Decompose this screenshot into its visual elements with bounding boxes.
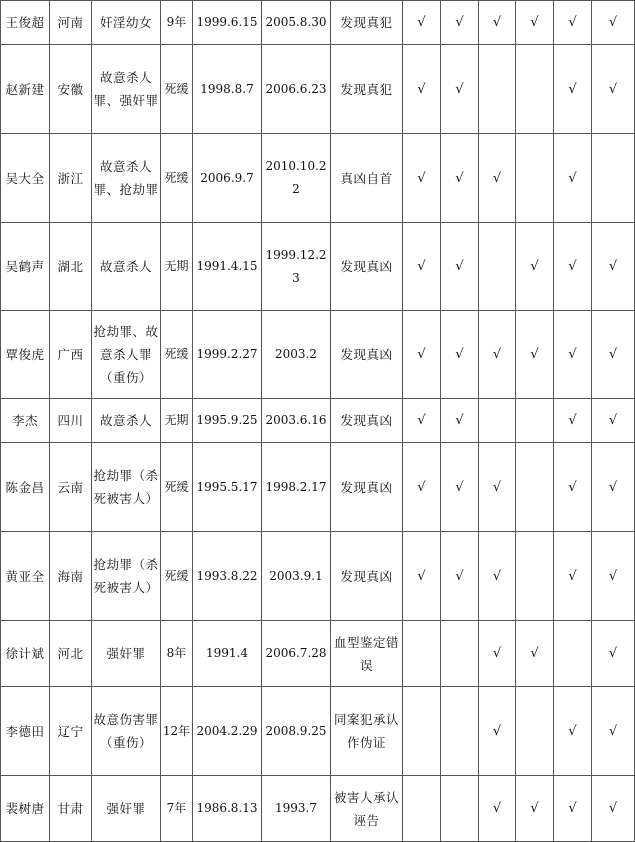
cell-province: 河南 — [50, 1, 92, 45]
cell-crime: 强奸罪 — [92, 621, 161, 687]
cell-name: 裴树唐 — [1, 776, 50, 842]
check-mark-cell: √ — [592, 687, 635, 776]
check-mark-cell: √ — [403, 311, 441, 399]
table-row — [1, 532, 635, 621]
check-mark-cell: √ — [403, 443, 441, 532]
cell-province: 辽宁 — [50, 687, 92, 776]
table-row — [1, 443, 635, 532]
cell-start-date: 2004.2.29 — [193, 687, 262, 776]
check-mark-cell: √ — [479, 134, 516, 223]
cell-crime: 故意杀人罪、强奸罪 — [92, 45, 161, 134]
cell-crime: 故意杀人罪、抢劫罪 — [92, 134, 161, 223]
check-mark-cell: √ — [441, 1, 479, 45]
cell-sentence: 死缓 — [161, 443, 193, 532]
cell-province: 四川 — [50, 399, 92, 443]
cell-reason: 血型鉴定错误 — [331, 621, 403, 687]
cell-crime: 故意伤害罪（重伤） — [92, 687, 161, 776]
table-row — [1, 223, 635, 311]
cell-crime: 抢劫罪（杀死被害人） — [92, 532, 161, 621]
check-mark-cell — [479, 399, 516, 443]
cell-reason: 被害人承认诬告 — [331, 776, 403, 842]
cell-sentence: 7年 — [161, 776, 193, 842]
table-row — [1, 776, 635, 842]
cell-name: 覃俊虎 — [1, 311, 50, 399]
cell-start-date: 1995.5.17 — [193, 443, 262, 532]
cell-reason: 真凶自首 — [331, 134, 403, 223]
check-mark-cell: √ — [554, 1, 592, 45]
cell-name: 黄亚全 — [1, 532, 50, 621]
cell-sentence: 9年 — [161, 1, 193, 45]
check-mark-cell: √ — [592, 532, 635, 621]
cell-reason: 发现真凶 — [331, 443, 403, 532]
cell-reason: 发现真犯 — [331, 45, 403, 134]
cell-province: 浙江 — [50, 134, 92, 223]
cell-start-date: 1998.8.7 — [193, 45, 262, 134]
table-body — [1, 1, 635, 842]
check-mark-cell — [516, 532, 554, 621]
cell-reason: 同案犯承认作伪证 — [331, 687, 403, 776]
check-mark-cell: √ — [516, 776, 554, 842]
check-mark-cell: √ — [592, 311, 635, 399]
cell-start-date: 1991.4.15 — [193, 223, 262, 311]
check-mark-cell — [516, 687, 554, 776]
cell-sentence: 无期 — [161, 399, 193, 443]
check-mark-cell — [441, 621, 479, 687]
check-mark-cell: √ — [554, 687, 592, 776]
check-mark-cell: √ — [554, 776, 592, 842]
cell-start-date: 2006.9.7 — [193, 134, 262, 223]
cell-province: 湖北 — [50, 223, 92, 311]
cell-end-date: 1993.7 — [262, 776, 331, 842]
check-mark-cell — [592, 134, 635, 223]
cell-reason: 发现真凶 — [331, 532, 403, 621]
check-mark-cell: √ — [441, 311, 479, 399]
cell-province: 海南 — [50, 532, 92, 621]
check-mark-cell: √ — [516, 621, 554, 687]
table-row — [1, 399, 635, 443]
cell-start-date: 1995.9.25 — [193, 399, 262, 443]
check-mark-cell — [441, 776, 479, 842]
cell-reason: 发现真凶 — [331, 311, 403, 399]
check-mark-cell — [479, 223, 516, 311]
table-row — [1, 687, 635, 776]
check-mark-cell: √ — [479, 687, 516, 776]
check-mark-cell: √ — [403, 223, 441, 311]
cell-crime: 故意杀人 — [92, 223, 161, 311]
cell-end-date: 2005.8.30 — [262, 1, 331, 45]
check-mark-cell — [516, 443, 554, 532]
cell-sentence: 8年 — [161, 621, 193, 687]
check-mark-cell: √ — [403, 399, 441, 443]
cell-start-date: 1999.2.27 — [193, 311, 262, 399]
cell-start-date: 1993.8.22 — [193, 532, 262, 621]
cell-start-date: 1991.4 — [193, 621, 262, 687]
check-mark-cell: √ — [479, 443, 516, 532]
cell-end-date: 2003.9.1 — [262, 532, 331, 621]
check-mark-cell: √ — [592, 223, 635, 311]
check-mark-cell — [403, 621, 441, 687]
cell-end-date: 1999.12.23 — [262, 223, 331, 311]
cell-name: 徐计斌 — [1, 621, 50, 687]
cell-reason: 发现真凶 — [331, 223, 403, 311]
cell-province: 河北 — [50, 621, 92, 687]
check-mark-cell: √ — [554, 443, 592, 532]
cell-province: 云南 — [50, 443, 92, 532]
check-mark-cell: √ — [554, 134, 592, 223]
cell-end-date: 2010.10.22 — [262, 134, 331, 223]
check-mark-cell: √ — [403, 134, 441, 223]
check-mark-cell: √ — [479, 311, 516, 399]
cell-crime: 抢劫罪、故意杀人罪（重伤） — [92, 311, 161, 399]
cell-end-date: 2003.6.16 — [262, 399, 331, 443]
check-mark-cell: √ — [554, 223, 592, 311]
table-row — [1, 45, 635, 134]
check-mark-cell — [403, 687, 441, 776]
check-mark-cell — [516, 399, 554, 443]
cell-name: 吴大全 — [1, 134, 50, 223]
check-mark-cell: √ — [516, 311, 554, 399]
check-mark-cell: √ — [554, 532, 592, 621]
check-mark-cell — [516, 45, 554, 134]
check-mark-cell — [554, 621, 592, 687]
cell-sentence: 无期 — [161, 223, 193, 311]
cell-end-date: 2006.7.28 — [262, 621, 331, 687]
cell-sentence: 死缓 — [161, 311, 193, 399]
cell-sentence: 死缓 — [161, 45, 193, 134]
check-mark-cell: √ — [479, 1, 516, 45]
check-mark-cell: √ — [441, 532, 479, 621]
cell-sentence: 死缓 — [161, 532, 193, 621]
check-mark-cell: √ — [554, 399, 592, 443]
check-mark-cell — [479, 45, 516, 134]
cell-end-date: 2006.6.23 — [262, 45, 331, 134]
check-mark-cell — [403, 776, 441, 842]
cell-sentence: 死缓 — [161, 134, 193, 223]
cell-name: 李德田 — [1, 687, 50, 776]
cell-name: 吴鹤声 — [1, 223, 50, 311]
cell-province: 甘肃 — [50, 776, 92, 842]
cell-province: 广西 — [50, 311, 92, 399]
check-mark-cell — [516, 134, 554, 223]
check-mark-cell: √ — [592, 399, 635, 443]
cell-crime: 故意杀人 — [92, 399, 161, 443]
table-row — [1, 134, 635, 223]
cell-name: 陈金昌 — [1, 443, 50, 532]
cell-crime: 抢劫罪（杀死被害人） — [92, 443, 161, 532]
check-mark-cell: √ — [479, 776, 516, 842]
cell-name: 李杰 — [1, 399, 50, 443]
check-mark-cell: √ — [403, 1, 441, 45]
table-row — [1, 311, 635, 399]
check-mark-cell: √ — [592, 443, 635, 532]
table-row — [1, 1, 635, 45]
check-mark-cell: √ — [441, 443, 479, 532]
cell-crime: 奸淫幼女 — [92, 1, 161, 45]
cell-start-date: 1986.8.13 — [193, 776, 262, 842]
check-mark-cell: √ — [479, 621, 516, 687]
check-mark-cell: √ — [403, 45, 441, 134]
table-row — [1, 621, 635, 687]
check-mark-cell: √ — [441, 399, 479, 443]
check-mark-cell: √ — [592, 45, 635, 134]
check-mark-cell: √ — [441, 134, 479, 223]
check-mark-cell: √ — [554, 311, 592, 399]
check-mark-cell: √ — [592, 621, 635, 687]
check-mark-cell: √ — [441, 223, 479, 311]
cell-name: 王俊超 — [1, 1, 50, 45]
cell-start-date: 1999.6.15 — [193, 1, 262, 45]
check-mark-cell: √ — [479, 532, 516, 621]
cell-province: 安徽 — [50, 45, 92, 134]
cell-name: 赵新建 — [1, 45, 50, 134]
cell-end-date: 2008.9.25 — [262, 687, 331, 776]
check-mark-cell: √ — [554, 45, 592, 134]
check-mark-cell: √ — [516, 1, 554, 45]
check-mark-cell: √ — [516, 223, 554, 311]
cell-reason: 发现真凶 — [331, 399, 403, 443]
check-mark-cell: √ — [403, 532, 441, 621]
cell-sentence: 12年 — [161, 687, 193, 776]
check-mark-cell — [441, 687, 479, 776]
cell-crime: 强奸罪 — [92, 776, 161, 842]
check-mark-cell: √ — [441, 45, 479, 134]
check-mark-cell: √ — [592, 776, 635, 842]
cell-end-date: 1998.2.17 — [262, 443, 331, 532]
check-mark-cell: √ — [592, 1, 635, 45]
cell-reason: 发现真犯 — [331, 1, 403, 45]
cell-end-date: 2003.2 — [262, 311, 331, 399]
